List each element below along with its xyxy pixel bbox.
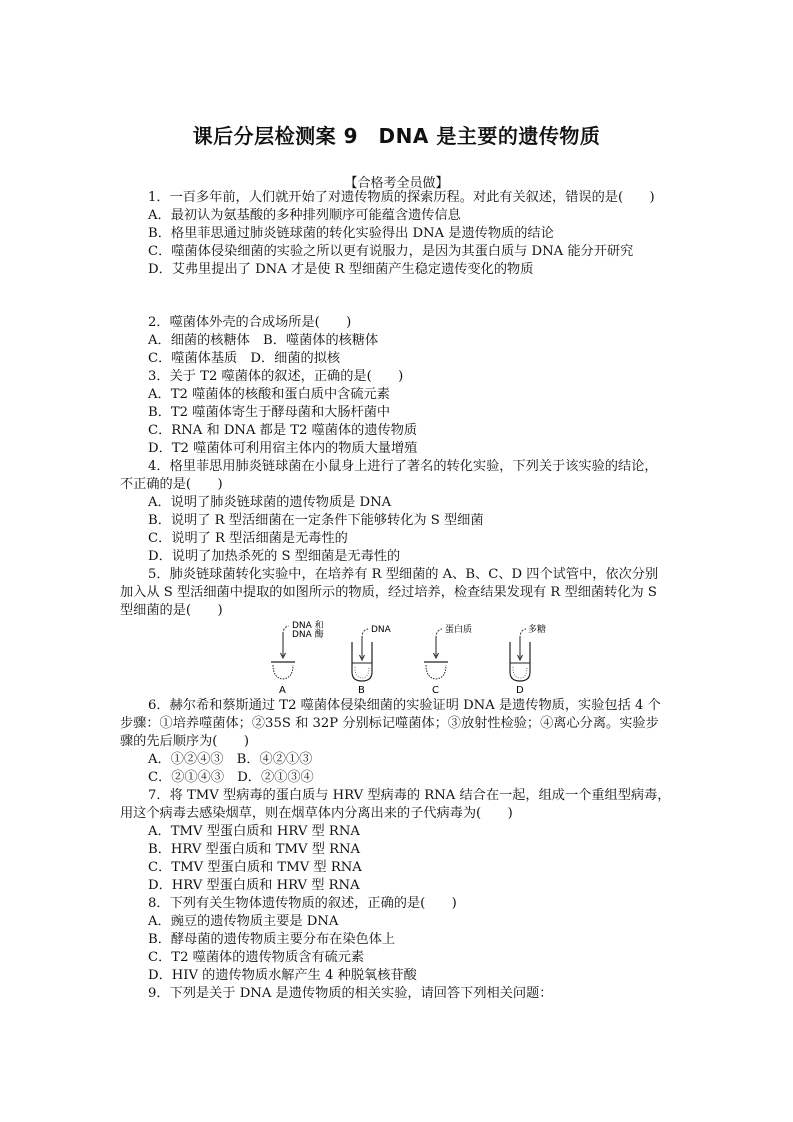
question-6-options-cd: C．②①④③ D．②①③④ [148,770,314,785]
tube-d-sediment [513,667,527,678]
question-1-option-c: C．噬菌体侵染细菌的实验之所以更有说服力，是因为其蛋白质与 DNA 能分开研究 [148,244,634,259]
question-5-stem-line1: 5．肺炎链球菌转化实验中，在培养有 R 型细菌的 A、B、C、D 四个试管中，依次分别 [148,567,659,582]
tube-b-label: DNA [371,625,391,635]
question-3-option-a: A．T2 噬菌体的核酸和蛋白质中含硫元素 [148,387,390,402]
question-7-option-c: C．TMV 型蛋白质和 TMV 型 RNA [148,860,362,875]
question-4-option-b: B．说明了 R 型活细菌在一定条件下能够转化为 S 型细菌 [148,513,484,528]
tube-c-bottom [426,665,446,679]
tube-c [424,623,472,696]
tube-d-leader-line [520,629,526,638]
question-1-stem: 1．一百多年前，人们就开始了对遗传物质的探索历程。对此有关叙述，错误的是( ) [148,190,655,205]
question-1-option-b: B．格里菲思通过肺炎链球菌的转化实验得出 DNA 是遗传物质的结论 [148,226,554,241]
tube-a-label-1: DNA 和 [292,621,324,631]
section-header: 【合格考全员做】 [344,176,449,191]
tube-c-letter: C [432,685,439,696]
question-6-stem-line3: 骤的先后顺序为( ) [120,734,249,749]
tube-b-sediment [355,667,369,678]
question-9-stem: 9．下列是关于 DNA 是遗传物质的相关实验，请回答下列相关问题： [148,986,553,1001]
question-5-stem-line2: 加入从 S 型活细菌中提取的如图所示的物质，经过培养，检查结果发现有 R 型细菌转化为 S [120,585,657,600]
question-1-option-d: D．艾弗里提出了 DNA 才是使 R 型细菌产生稳定遗传变化的物质 [148,262,534,277]
question-3-option-b: B．T2 噬菌体寄生于酵母菌和大肠杆菌中 [148,405,391,420]
question-6-stem-line1: 6．赫尔希和蔡斯通过 T2 噬菌体侵染细菌的实验证明 DNA 是遗传物质，实验包括 4 个 [148,698,661,713]
question-4-option-c: C．说明了 R 型活细菌是无毒性的 [148,531,348,546]
tube-a [271,620,324,696]
tube-c-leader-line [436,629,442,638]
tube-b-letter: B [358,685,365,696]
question-8-option-c: C．T2 噬菌体的遗传物质含有硫元素 [148,950,365,965]
tube-d-label: 多糖 [528,625,547,635]
question-7-option-d: D．HRV 型蛋白质和 HRV 型 RNA [148,878,360,893]
question-8-option-b: B．酵母菌的遗传物质主要分布在染色体上 [148,932,396,947]
tube-a-letter: A [279,685,286,696]
test-tube-diagram [255,620,555,698]
tube-a-bottom [273,665,293,679]
page-title: 课后分层检测案 9 DNA 是主要的遗传物质 [192,124,601,148]
question-8-stem: 8．下列有关生物体遗传物质的叙述，正确的是( ) [148,896,457,911]
question-4-stem-line2: 不正确的是( ) [120,477,223,492]
question-7-option-b: B．HRV 型蛋白质和 TMV 型 RNA [148,842,361,857]
question-4-option-a: A．说明了肺炎链球菌的遗传物质是 DNA [148,495,392,510]
question-3-option-c: C．RNA 和 DNA 都是 T2 噬菌体的遗传物质 [148,423,418,438]
question-5-stem-line3: 型细菌的是( ) [120,603,223,618]
question-4-stem-line1: 4．格里菲思用肺炎链球菌在小鼠身上进行了著名的转化实验，下列关于该实验的结论， [148,459,658,474]
question-1-option-a: A．最初认为氨基酸的多种排列顺序可能蕴含遗传信息 [148,208,461,223]
question-3-stem: 3．关于 T2 噬菌体的叙述，正确的是( ) [148,369,404,384]
tube-d-letter: D [516,685,524,696]
question-2-options-ab: A．细菌的核糖体 B．噬菌体的核糖体 [148,333,379,348]
question-8-option-a: A．豌豆的遗传物质主要是 DNA [148,914,339,929]
tube-b [352,625,392,696]
question-4-option-d: D．说明了加热杀死的 S 型细菌是无毒性的 [148,549,401,564]
question-7-stem-line1: 7．将 TMV 型病毒的蛋白质与 HRV 型病毒的 RNA 结合在一起，组成一个重组型病毒， [148,788,671,803]
question-7-stem-line2: 用这个病毒去感染烟草，则在烟草体内分离出来的子代病毒为( ) [120,806,513,821]
tube-c-label: 蛋白质 [445,625,473,635]
tube-a-leader-line [283,626,289,634]
question-6-options-ab: A．①②④③ B．④②①③ [148,752,313,767]
tube-b-leader-line [362,629,368,638]
question-3-option-d: D．T2 噬菌体可利用宿主体内的物质大量增殖 [148,441,418,456]
question-2-stem: 2．噬菌体外壳的合成场所是( ) [148,315,352,330]
question-7-option-a: A．TMV 型蛋白质和 HRV 型 RNA [148,824,360,839]
question-2-options-cd: C．噬菌体基质 D．细菌的拟核 [148,351,341,366]
tube-a-label-2: DNA 酶 [292,630,324,640]
tube-d [510,623,546,696]
question-6-stem-line2: 步骤：①培养噬菌体；②35S 和 32P 分别标记噬菌体；③放射性检验；④离心分离。实验步 [120,716,659,731]
test-tube-figure [255,620,555,698]
question-8-option-d: D．HIV 的遗传物质水解产生 4 种脱氧核苷酸 [148,968,417,983]
